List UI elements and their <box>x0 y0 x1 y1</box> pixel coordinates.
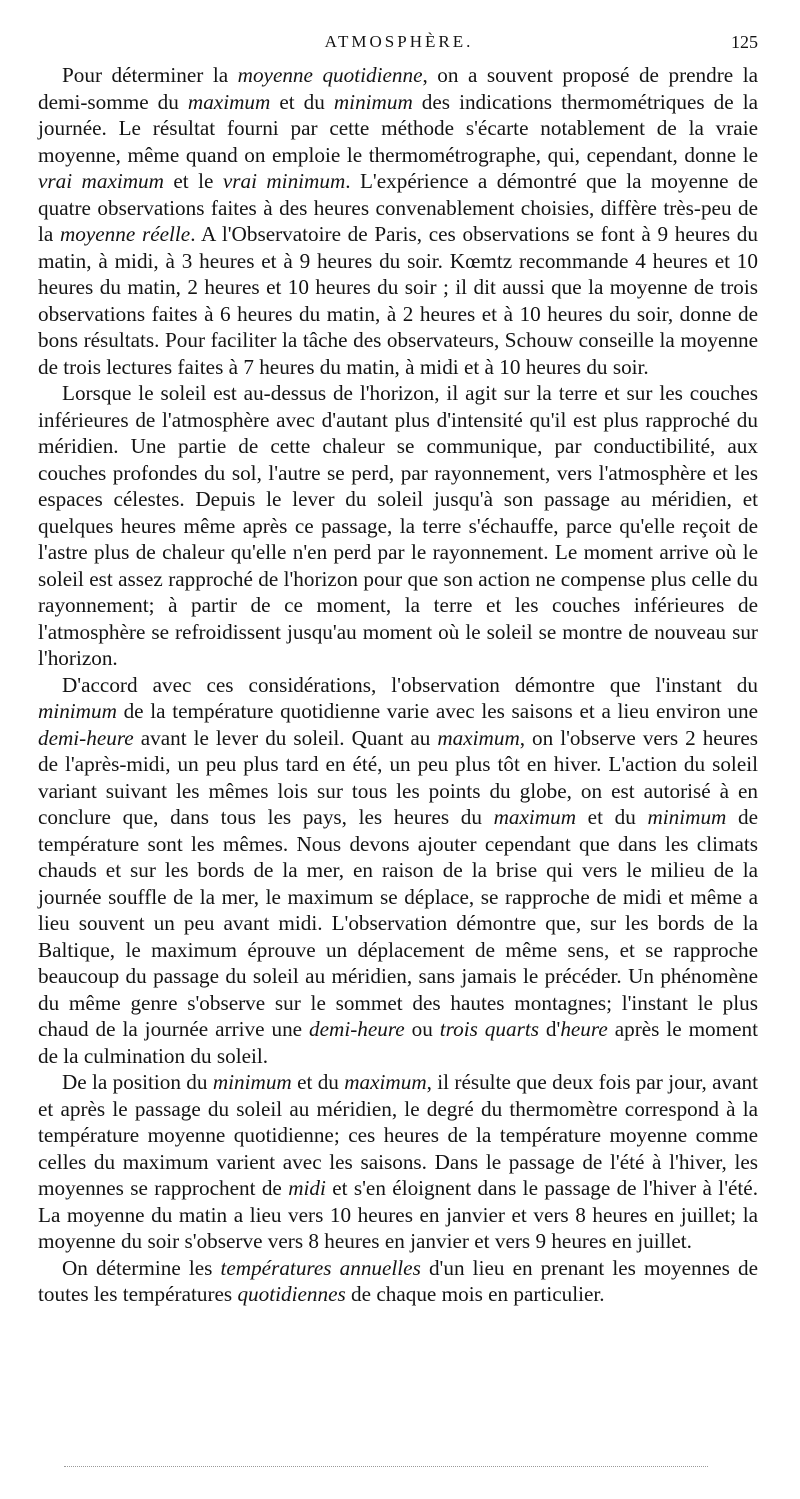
italic-term: heure <box>560 1017 608 1041</box>
text-run: . L'expérience a démontré que la moyenne de quatre observations faites à des heures convenablement choisies, diffère très-peu de la <box>38 169 758 246</box>
italic-term: vrai minimum <box>222 169 346 193</box>
text-run: de la température quotidienne varie avec les saisons et a lieu environ une <box>116 699 758 723</box>
text-run: , on a souvent proposé de prendre la demi-somme du <box>38 63 758 114</box>
italic-term: minimum <box>38 699 117 723</box>
italic-term: quotidiennes <box>237 1282 346 1306</box>
running-title: ATMOSPHÈRE. <box>324 32 474 51</box>
italic-term: moyenne réelle <box>59 222 191 246</box>
text-run: et du <box>270 89 334 114</box>
italic-term: minimum <box>647 805 727 829</box>
italic-term: maximum <box>344 1070 427 1094</box>
text-run: Lorsque le soleil est au-dessus de l'horizon, il agit sur la terre et sur les couches inférieures de l'atmosphère avec d'autant plus d'intensité qu'il est plus rapproché du méridien. Une partie de cette chaleur se communique, par conductibilité, aux couches profondes du sol, l'autre se perd, par rayonnement, vers l'atmosphère et les espaces célestes. Depuis le lever du soleil jusqu'à son passage au méridien, et quelques heures même après ce passage, la terre s'échauffe, parce qu'elle reçoit de l'astre plus de chaleur qu'elle n'en perd par le rayonnement. Le moment arrive où le soleil est assez rapproché de l'horizon pour que son action ne compense plus celle du rayonnement; à partir de ce moment, la terre et les couches inférieures de l'atmosphère se refroidissent jusqu'au moment où le soleil se montre de nouveau sur l'horizon. <box>38 381 758 670</box>
text-run: Pour déterminer la <box>62 63 238 87</box>
text-run: et du <box>291 1070 345 1094</box>
paragraph <box>38 380 758 672</box>
text-run: On détermine les <box>62 1255 221 1280</box>
text-run: De la position du <box>62 1070 213 1094</box>
text-run: , il résulte que deux fois par jour, avant et après le passage du soleil au méridien, le degré du thermomètre correspond à la température moyenne quotidienne; ces heures de la température moyenne comme celles du maximum varient avec les saisons. Dans le passage de l'été à l'hiver, les moyennes se rapprochent de <box>38 1070 758 1200</box>
italic-term: maximum <box>437 725 520 750</box>
text-run: d' <box>538 1017 561 1041</box>
italic-term: moyenne quotidienne <box>237 63 423 87</box>
italic-term: minimum <box>212 1070 292 1094</box>
text-run: D'accord avec ces considérations, l'observation démontre que l'instant du <box>62 672 758 697</box>
text-run: , on l'observe vers 2 heures de l'après-midi, un peu plus tard en été, un peu plus tôt en hiver. L'action du soleil variant suivant les mêmes lois sur tous les points du globe, on est autorisé à en conclure que, dans tous les pays, les heures du <box>38 725 758 829</box>
text-run: et du <box>576 805 648 829</box>
body-text <box>38 62 758 1308</box>
text-run: . A l'Observatoire de Paris, ces observations se font à 9 heures du matin, à midi, à 3 heures et à 9 heures du soir. Kœmtz recommande 4 heures et 10 heures du matin, 2 heures et 10 heures du soir ; il dit aussi que la moyenne de trois observations faites à 6 heures du matin, à 2 heures et à 10 heures du soir, donne de bons résultats. Pour faciliter la tâche des observateurs, Schouw conseille la moyenne de trois lectures faites à 7 heures du matin, à midi et à 10 heures du soir. <box>38 222 758 379</box>
text-run: de chaque mois en particulier. <box>345 1282 605 1306</box>
italic-term: demi-heure <box>38 725 134 750</box>
text-run: avant le lever du soleil. Quant au <box>133 725 438 750</box>
text-run: après le moment de la culmination du soleil. <box>38 1017 759 1068</box>
page-number: 125 <box>731 32 758 52</box>
paragraph <box>38 62 758 380</box>
paragraph <box>38 672 758 1070</box>
italic-term: vrai maximum <box>38 169 164 193</box>
italic-term: demi-heure <box>309 1017 405 1041</box>
text-run: et le <box>163 169 223 193</box>
footer-dotted-rule <box>64 1466 708 1467</box>
paragraph <box>38 1255 758 1308</box>
text-run: d'un lieu en prenant les moyennes de toutes les températures <box>38 1255 759 1306</box>
text-run: des indications thermométriques de la journée. Le résultat fourni par cette méthode s'écarte notablement de la vraie moyenne, même quand on emploie le thermométrographe, qui, cependant, donne le <box>38 89 758 167</box>
italic-term: températures annuelles <box>220 1255 421 1280</box>
paragraph <box>38 1069 758 1255</box>
text-run: et s'en éloignent dans le passage de l'hiver à l'été. La moyenne du matin a lieu vers 10 heures en janvier et vers 8 heures en juillet; la moyenne du soir s'observe vers 8 heures en janvier et vers 9 heures en juillet. <box>38 1176 758 1253</box>
italic-term: midi <box>288 1176 326 1200</box>
italic-term: maximum <box>187 89 271 114</box>
running-head <box>40 32 758 56</box>
italic-term: minimum <box>333 89 413 114</box>
text-run: ou <box>404 1017 440 1041</box>
text-run: de température sont les mêmes. Nous devons ajouter cependant que dans les climats chauds et sur les bords de la mer, en raison de la brise qui vers le milieu de la journée souffle de la mer, le maximum se déplace, se rapproche de midi et même a lieu souvent un peu avant midi. L'observation démontre que, sur les bords de la Baltique, le maximum éprouve un déplacement de même sens, et se rapproche beaucoup du passage du soleil au méridien, sans jamais le précéder. Un phénomène du même genre s'observe sur le sommet des hautes montagnes; l'instant le plus chaud de la journée arrive une <box>38 805 759 1041</box>
italic-term: trois quarts <box>439 1017 539 1041</box>
italic-term: maximum <box>493 805 576 829</box>
